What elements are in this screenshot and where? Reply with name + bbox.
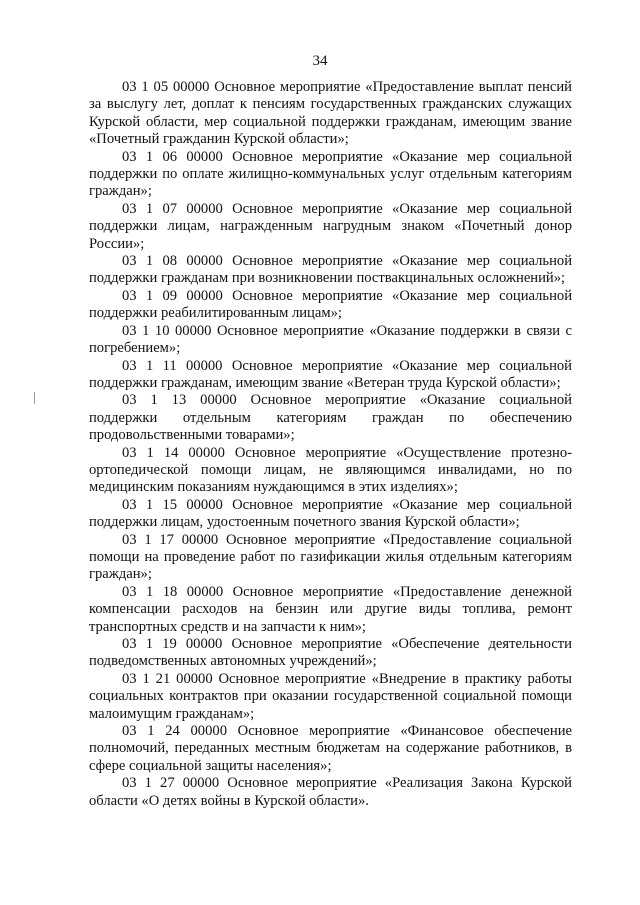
- paragraph-item: 03 1 10 00000 Основное мероприятие «Оказание поддержки в связи с погребением»;: [89, 322, 572, 357]
- paragraph-item: 03 1 08 00000 Основное мероприятие «Оказание мер социальной поддержки гражданам при возникновении поствакцинальных осложнений»;: [89, 253, 572, 287]
- page-number: 34: [312, 53, 328, 69]
- paragraph-item: 03 1 05 00000 Основное мероприятие «Предоставление выплат пенсий за выслугу лет, доплат к пенсиям государственных гражданских служащих Курской области, мер социальной поддержки гражданам, имеющим звание «Почетный гражданин Курской области»;: [89, 79, 572, 148]
- paragraph-item: 03 1 15 00000 Основное мероприятие «Оказание мер социальной поддержки лицам, удостоенным почетного звания Курской области»;: [89, 496, 572, 531]
- paragraph-item: 03 1 27 00000 Основное мероприятие «Реализация Закона Курской области «О детях войны в Курской области».: [89, 775, 572, 809]
- paragraph-item: 03 1 24 00000 Основное мероприятие «Финансовое обеспечение полномочий, переданных местным бюджетам на содержание работников, в сфере социальной защиты населения»;: [89, 723, 572, 774]
- paragraph-item: 03 1 18 00000 Основное мероприятие «Предоставление денежной компенсации расходов на бензин или другие виды топлива, ремонт транспортных средств и на запчасти к ним»;: [89, 583, 572, 635]
- paragraph-item: 03 1 11 00000 Основное мероприятие «Оказание мер социальной поддержки гражданам, имеющим звание «Ветеран труда Курской области»;: [89, 357, 572, 391]
- paragraph-item: 03 1 06 00000 Основное мероприятие «Оказание мер социальной поддержки по оплате жилищно-коммунальных услуг отдельным категориям граждан»;: [89, 148, 572, 200]
- paragraph-item: 03 1 09 00000 Основное мероприятие «Оказание мер социальной поддержки реабилитированным лицам»;: [89, 287, 572, 322]
- paragraph-item: 03 1 17 00000 Основное мероприятие «Предоставление социальной помощи на проведение работ по газификации жилья отдельным категориям граждан»;: [89, 531, 572, 583]
- paragraph-item: 03 1 21 00000 Основное мероприятие «Внедрение в практику работы социальных контрактов при оказании государственной социальной помощи малоимущим гражданам»;: [89, 670, 572, 722]
- paragraph-item: 03 1 14 00000 Основное мероприятие «Осуществление протезно-ортопедической помощи лицам, не являющимся инвалидами, но по медицинским показаниям нуждающимся в этих изделиях»;: [89, 444, 572, 496]
- paragraph-item: 03 1 13 00000 Основное мероприятие «Оказание социальной поддержки отдельным категориям граждан по обеспечению продовольственными товарами»;: [89, 392, 572, 444]
- document-body: [89, 79, 572, 810]
- paragraph-item: 03 1 19 00000 Основное мероприятие «Обеспечение деятельности подведомственных автономных учреждений»;: [89, 636, 572, 670]
- margin-mark: [34, 392, 35, 404]
- paragraph-item: 03 1 07 00000 Основное мероприятие «Оказание мер социальной поддержки лицам, награжденным нагрудным знаком «Почетный донор России»;: [89, 200, 572, 252]
